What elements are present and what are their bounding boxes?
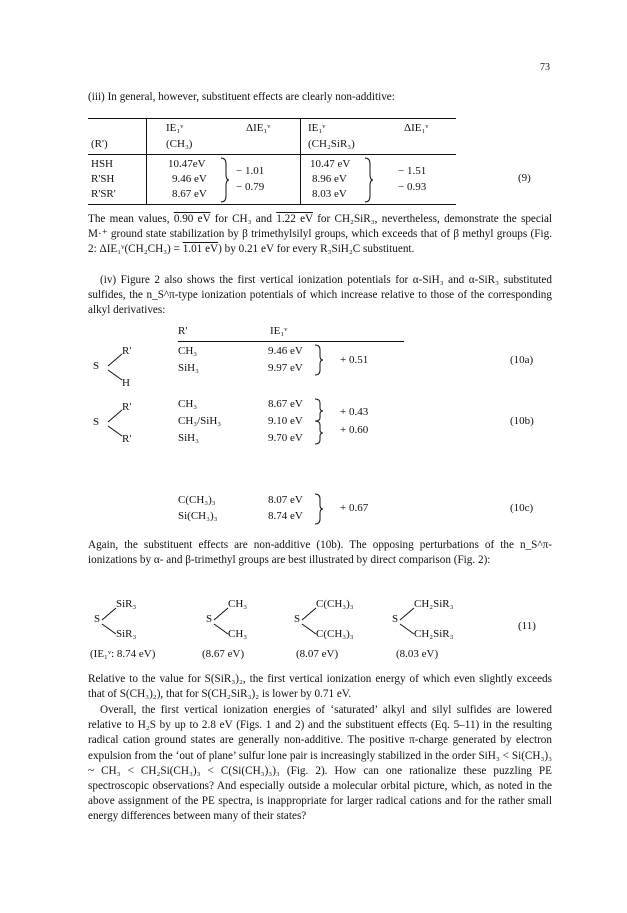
table-10-delta: + 0.43 <box>340 406 369 418</box>
table-10-r: CH₃ <box>178 398 198 410</box>
text-run: ) by 0.21 eV for every R₃SiH₂C substituent. <box>218 243 415 256</box>
substituent-top: CH₂SiR₃ <box>414 598 454 610</box>
table-10-ie: 9.97 eV <box>268 362 303 374</box>
equation-number: (10a) <box>510 354 534 366</box>
sulfur-atom: S <box>93 360 100 372</box>
table-10-col-r: R' <box>178 325 188 337</box>
table-9-ie2-value: 8.96 eV <box>312 173 347 185</box>
sulfide-structure-a <box>98 344 138 388</box>
substituent-bottom: SiR₃ <box>116 628 137 640</box>
sulfur-atom: S <box>392 613 399 625</box>
substituent-r: R' <box>122 345 132 357</box>
mean-value-ch2sir3: 1.22 eV <box>276 213 313 225</box>
ionization-value: (8.07 eV) <box>296 648 339 660</box>
table-9-delta: − 0.93 <box>398 181 427 193</box>
substituent-h: H <box>122 377 130 389</box>
substituent-r: R' <box>122 401 132 413</box>
table-9-ie1-value: 9.46 eV <box>172 173 207 185</box>
paragraph-overall: Overall, the first vertical ionization energies of ‘saturated’ alkyl and silyl sulfides are lowered relative to H₂S by up to 2.8 eV (Figs. 1 and 2) and the substituent effects (Eq. 5–11) in the resulting radical cation ground states are generally non-additive. The positive π-charge generated by electron expulsion from the ‘out of plane’ sulfur lone pair is increasingly stabilized in the order SiH₃ < Si(CH₃)₃ ~ CH₃ < CH₂Si(CH₃)₃ < C(Si(CH₃)₃)₃ (Fig. 2). How can one rationalize these puzzling PE spectroscopic observations? And especially outside a molecular orbital picture, which, as noted in the above assignment of the PE spectra, is inappropriate for larger radical cations and for the rather small energy differences between many of their states? <box>88 704 552 823</box>
table-9-sub2: (CH₂SiR₃) <box>308 138 355 150</box>
brace-icon <box>314 492 324 526</box>
substituent-top: C(CH₃)₃ <box>316 598 354 610</box>
table-10-r: CH₃ <box>178 345 198 357</box>
equation-number: (11) <box>518 620 536 632</box>
table-10-delta: + 0.51 <box>340 354 369 366</box>
text-run: for CH₃ and <box>210 213 277 225</box>
sulfur-atom: S <box>294 613 301 625</box>
table-10-delta: + 0.67 <box>340 502 369 514</box>
substituent-top: CH₃ <box>228 598 248 610</box>
text-run: for CH₂SiR₃, nevertheless, demonstrate the special M·⁺ ground state stabilization by β trimethylsilyl groups, which exceeds that of β methyl groups (Fig. 2: ΔIE₁ᵛ(CH₂CH₃) = <box>88 213 553 256</box>
table-10-ie: 9.70 eV <box>268 432 303 444</box>
sulfur-atom: S <box>93 416 100 428</box>
brace-icon <box>314 343 324 377</box>
table-10-ie: 8.67 eV <box>268 398 303 410</box>
page-number: 73 <box>540 62 550 73</box>
table-9-divider-1 <box>146 118 147 204</box>
sulfur-atom: S <box>206 613 213 625</box>
table-9-ie2-value: 10.47 eV <box>310 158 351 170</box>
equation-number: (10b) <box>510 415 534 427</box>
paragraph-iii: (iii) In general, however, substituent effects are clearly non-additive: <box>88 91 395 103</box>
table-10-col-ie: IE₁ᵛ <box>270 325 288 337</box>
sulfur-atom: S <box>94 613 101 625</box>
table-9-divider-2 <box>300 118 301 204</box>
substituent-bottom: CH₃ <box>228 628 248 640</box>
paragraph-mean-values <box>88 212 552 258</box>
table-10-ie: 8.07 eV <box>268 494 303 506</box>
equation-number: (9) <box>518 172 531 184</box>
table-9-top-rule <box>88 118 456 119</box>
table-9-col-d1: ΔIE₁ᵛ <box>246 122 271 134</box>
table-9-col-r: (R') <box>91 138 108 150</box>
text-run: The mean values, <box>88 213 174 225</box>
table-9-delta: − 1.01 <box>236 165 265 177</box>
table-10-rule <box>178 341 404 342</box>
table-9-row-r: R'SR' <box>91 188 116 200</box>
table-10-r: C(CH₃)₃ <box>178 494 216 506</box>
table-10-ie: 8.74 eV <box>268 510 303 522</box>
substituent-bottom: CH₂SiR₃ <box>414 628 454 640</box>
table-9-delta: − 0.79 <box>236 181 265 193</box>
table-9-delta: − 1.51 <box>398 165 427 177</box>
table-9-row-r: R'SH <box>91 173 115 185</box>
table-9-col-ie1: IE₁ᵛ <box>166 122 184 134</box>
table-10-delta: + 0.60 <box>340 424 369 436</box>
mean-value-ch3: 0.90 eV <box>173 213 211 225</box>
table-10-ie: 9.46 eV <box>268 345 303 357</box>
delta-ch2ch3: 1.01 eV <box>182 243 219 256</box>
paragraph-relative: Relative to the value for S(SiR₃)₂, the first vertical ionization energy of which even slightly exceeds that of S(CH₃)₂), that for S(CH₂SiR₃)₂ is lower by 0.71 eV. <box>88 673 552 701</box>
paragraph-iv: (iv) Figure 2 also shows the first vertical ionization potentials for α-SiH₃ and α-SiR₃ substituted sulfides, the n_S^π-type ionization potentials of which increase relative to those of the corresponding alkyl derivatives: <box>88 274 552 317</box>
table-9-head-rule <box>88 154 456 155</box>
substituent-r: R' <box>122 433 132 445</box>
paragraph-again: Again, the substituent effects are non-additive (10b). The opposing perturbations of the n_S^π-ionizations by α- and β-trimethyl groups are best illustrated by direct comparison (Fig. 2): <box>88 539 552 567</box>
brace-icon <box>314 397 324 447</box>
equation-number: (10c) <box>510 502 534 514</box>
table-9-bottom-rule <box>88 204 456 205</box>
table-9-col-ie2: IE₁ᵛ <box>308 122 326 134</box>
table-9-sub1: (CH₃) <box>166 138 193 150</box>
ionization-value: (IE₁ᵛ: 8.74 eV) <box>90 648 156 660</box>
table-10-r: SiH₃ <box>178 362 199 374</box>
table-9-ie2-value: 8.03 eV <box>312 188 347 200</box>
table-10-ie: 9.10 eV <box>268 415 303 427</box>
table-9-ie1-value: 10.47eV <box>168 158 206 170</box>
table-10-r: Si(CH₃)₃ <box>178 510 218 522</box>
ionization-value: (8.03 eV) <box>396 648 439 660</box>
table-9-col-d2: ΔIE₁ᵛ <box>404 122 429 134</box>
ionization-value: (8.67 eV) <box>202 648 245 660</box>
brace-icon <box>220 156 230 204</box>
table-10-r: CH₃/SiH₃ <box>178 415 222 427</box>
substituent-bottom: C(CH₃)₃ <box>316 628 354 640</box>
table-9-ie1-value: 8.67 eV <box>172 188 207 200</box>
table-9-row-r: HSH <box>91 158 114 170</box>
substituent-top: SiR₃ <box>116 598 137 610</box>
table-10-r: SiH₃ <box>178 432 199 444</box>
sulfide-structure-b <box>98 400 138 444</box>
brace-icon <box>364 156 374 204</box>
